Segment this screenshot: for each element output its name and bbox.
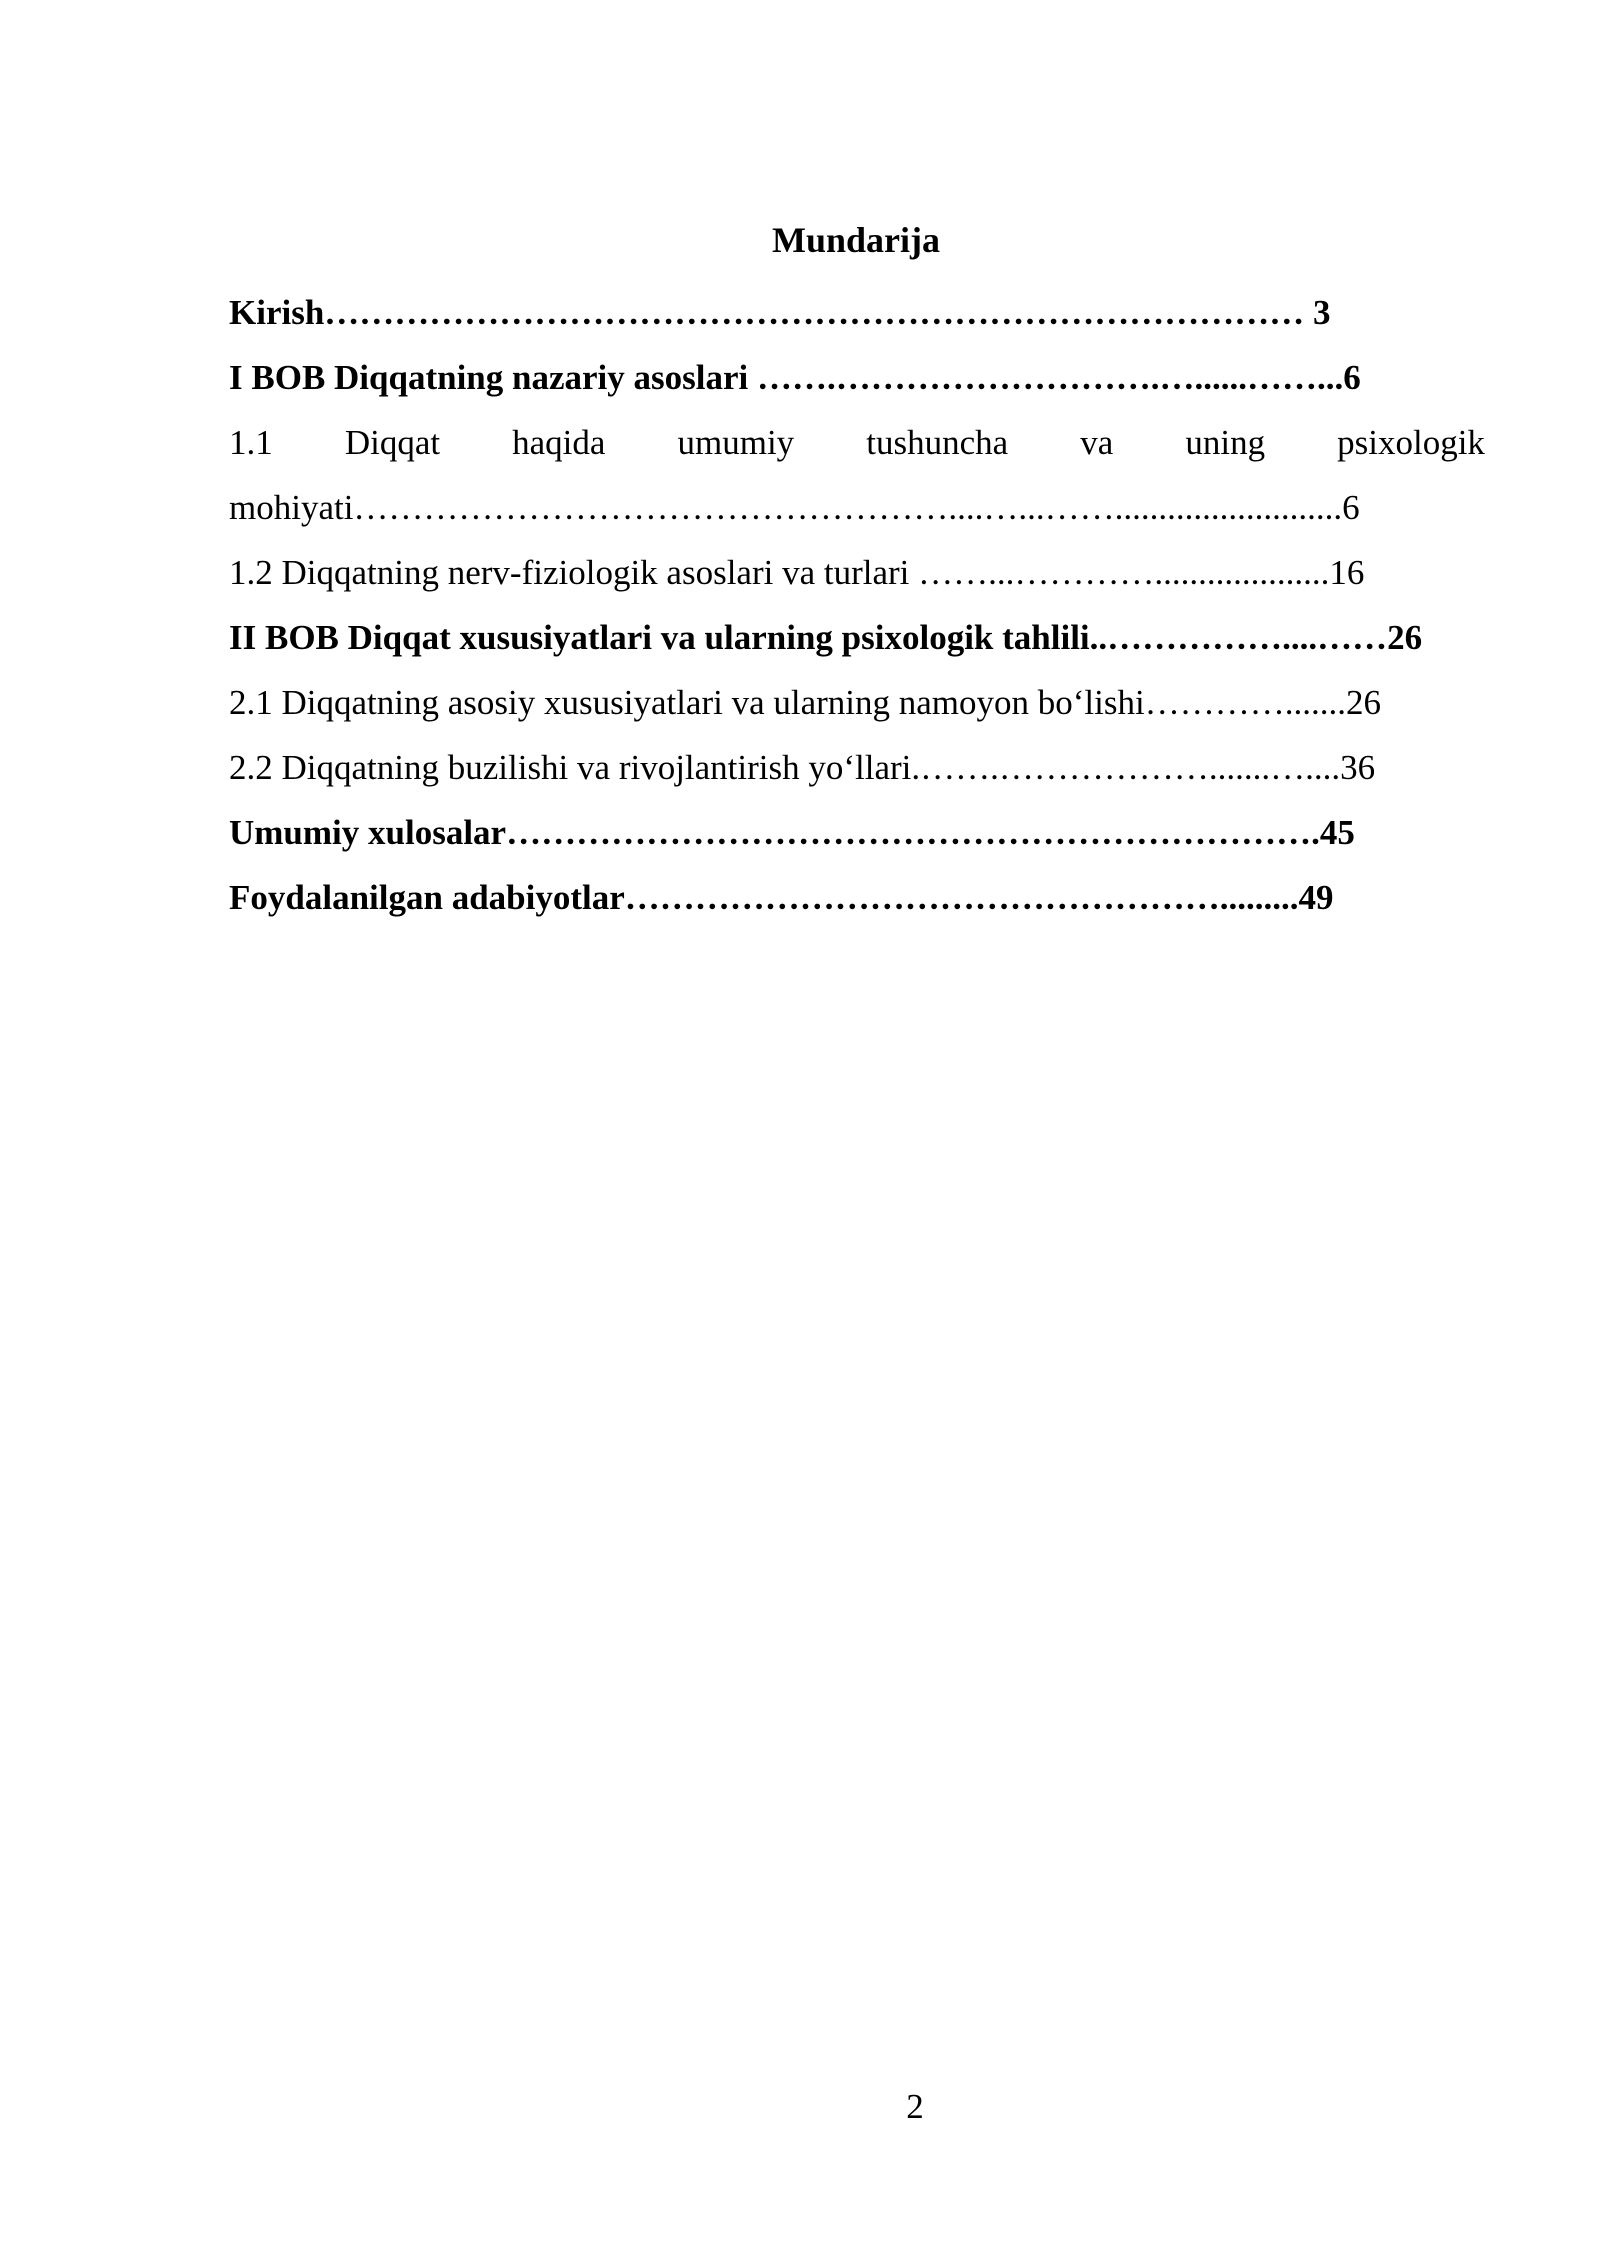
toc-entry-xulosalar[interactable]: Umumiy xulosalar…………………………………………………………….45 [229, 813, 1355, 852]
toc-word: Diqqat [344, 423, 441, 462]
toc-entry-kirish[interactable]: Kirish………………………………………………………………………… 3 [229, 293, 1331, 332]
toc-word: va [1080, 423, 1114, 462]
toc-entry-bob-1[interactable]: I BOB Diqqatning nazariy asoslari …….……………………….…......……...6 [229, 358, 1361, 397]
toc-word: haqida [512, 423, 606, 462]
toc-title-text: Mundarija [771, 220, 940, 260]
toc-entry-bob-2[interactable]: II BOB Diqqat xususiyatlari va ularning psixologik tahlili..……………....……26 [229, 618, 1423, 657]
toc-entry-1-1-line-1[interactable] [229, 410, 1485, 475]
table-of-contents [229, 280, 1485, 930]
toc-entry-1-2[interactable]: 1.2 Diqqatning nerv-fiziologik asoslari va turlari ……...…………....................16 [229, 553, 1365, 592]
toc-entry-1-1-line-2[interactable]: mohiyati……………………………………………....…...……..........................6 [229, 488, 1360, 527]
toc-entry-2-1[interactable]: 2.1 Diqqatning asosiy xususiyatlari va ularning namoyon boʻlishi………….......26 [229, 683, 1381, 722]
toc-word: umumiy [677, 423, 795, 462]
toc-entry-2-2[interactable]: 2.2 Diqqatning buzilishi va rivojlantirish yoʻllari.…….……………….......…....36 [229, 748, 1376, 787]
page-number: 2 [906, 2087, 924, 2126]
toc-title [0, 215, 1600, 265]
toc-entry-adabiyotlar[interactable]: Foydalanilgan adabiyotlar…………………………………………….........49 [229, 878, 1334, 917]
toc-word: 1.1 [229, 423, 273, 462]
toc-word: psixologik [1337, 423, 1485, 462]
toc-word: tushuncha [866, 423, 1009, 462]
toc-word: uning [1185, 423, 1266, 462]
